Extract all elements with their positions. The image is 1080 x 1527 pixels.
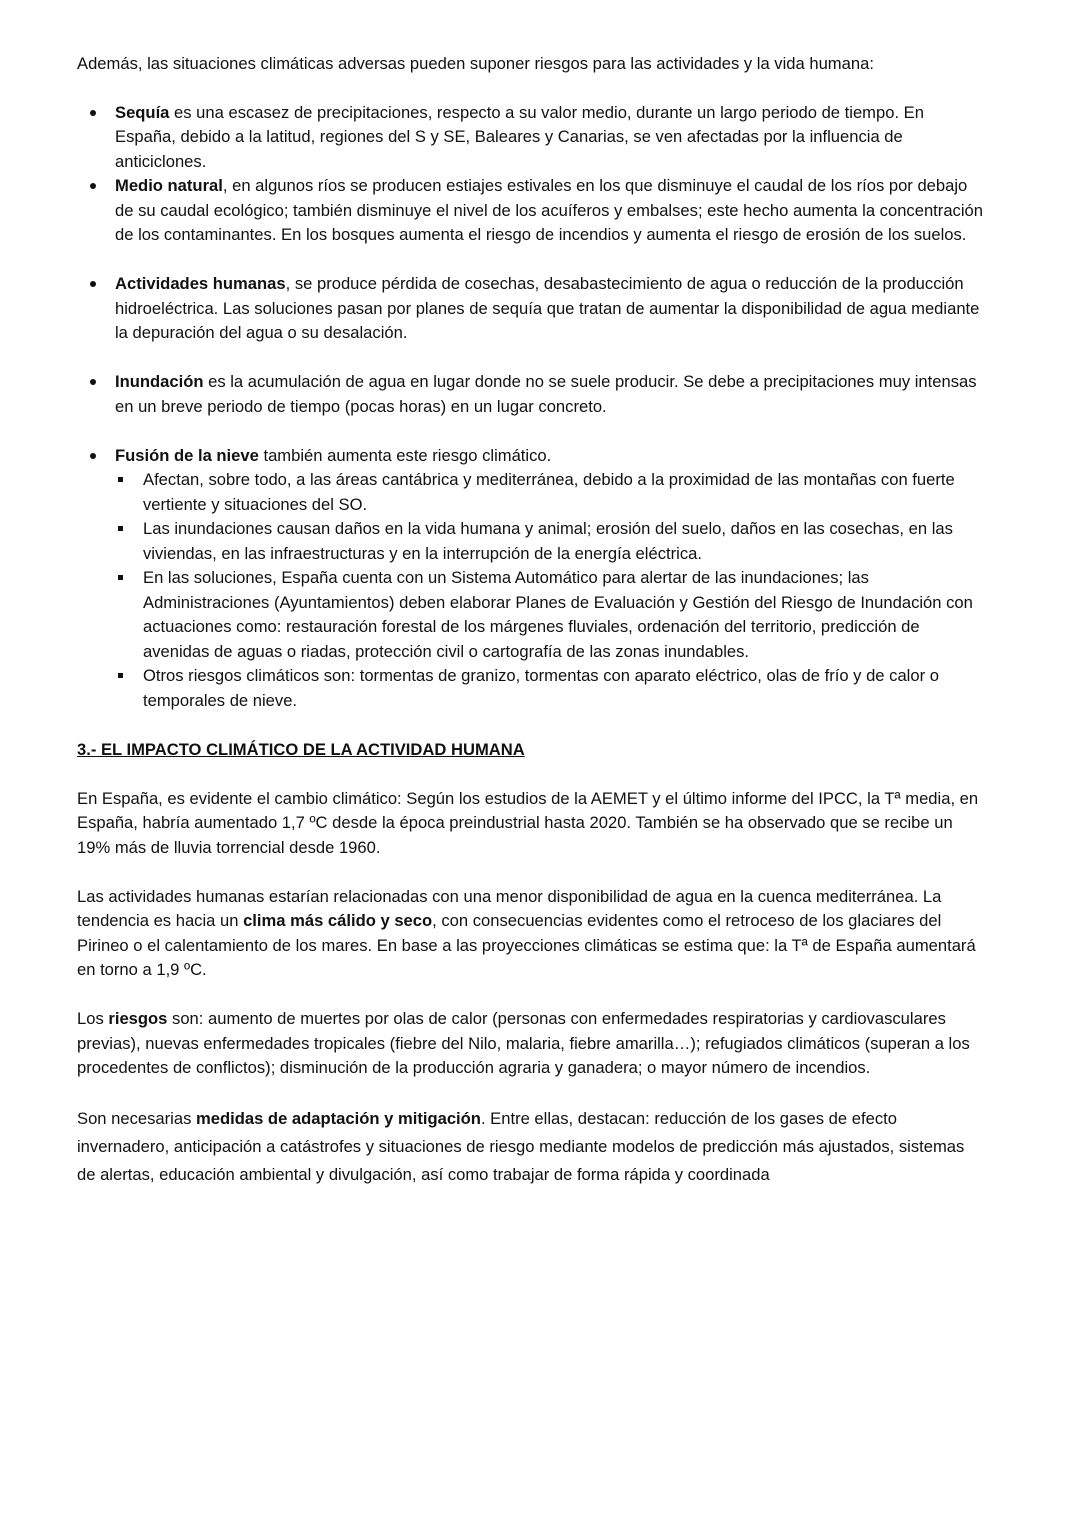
text-span: , con consecuencias evidentes como el retroceso de los glaciares del Pirineo o el calentamiento de los mares. En base a las proyecciones climáticas se estima que: la Tª de España aumentará en torno a 1,9 ºC.: [77, 911, 976, 979]
document-page: [77, 52, 987, 1213]
section-heading: 3.- EL IMPACTO CLIMÁTICO DE LA ACTIVIDAD HUMANA: [77, 739, 525, 759]
text-sequia: es una escasez de precipitaciones, respecto a su valor medio, durante un largo periodo de tiempo. En España, debido a la latitud, regiones del S y SE, Baleares y Canarias, se ven afectadas por la influencia de anticiclones.: [115, 102, 924, 171]
paragraph-riesgos: [77, 1007, 987, 1081]
term-actividades-humanas: Actividades humanas: [115, 274, 286, 293]
text-span: son: aumento de muertes por olas de calor (personas con enfermedades respiratorias y cardiovasculares previas), nuevas enfermedades tropicales (fiebre del Nilo, malaria, fiebre amarilla…); refugiados climáticos (superan a los procedentes de conflictos); disminución de la producción agraria y ganadera; o mayor número de incendios.: [77, 1009, 970, 1077]
sublist-item: Otros riesgos climáticos son: tormentas de granizo, tormentas con aparato eléctrico, olas de frío y de calor o temporales de nieve.: [77, 664, 987, 713]
text-inundacion: es la acumulación de agua en lugar donde no se suele producir. Se debe a precipitaciones muy intensas en un breve periodo de tiempo (pocas horas) en un lugar concreto.: [115, 372, 977, 416]
text-span: Las actividades humanas estarían relacionadas con una menor disponibilidad de agua en la cuenca mediterránea. La tendencia es hacia un: [77, 886, 942, 930]
sublist-item: Afectan, sobre todo, a las áreas cantábrica y mediterránea, debido a la proximidad de las montañas con fuerte vertiente y situaciones del SO.: [77, 468, 987, 517]
list-item-medio-natural: [77, 174, 987, 248]
text-fusion-nieve: también aumenta este riesgo climático.: [258, 445, 552, 465]
list-item-inundacion: [77, 370, 987, 419]
bold-span: medidas de adaptación y mitigación: [196, 1109, 481, 1128]
intro-paragraph: Además, las situaciones climáticas adversas pueden suponer riesgos para las actividades y la vida humana:: [77, 54, 874, 73]
term-inundacion: Inundación: [115, 372, 204, 391]
text-span: . Entre ellas, destacan: reducción de los gases de efecto invernadero, anticipación a catástrofes y situaciones de riesgo mediante modelos de predicción más ajustados, sistemas de alertas, educación ambiental y divulgación, así como trabajar de forma rápida y coordinada: [77, 1109, 965, 1184]
text-actividades-humanas: , se produce pérdida de cosechas, desabastecimiento de agua o reducción de la producción hidroeléctrica. Las soluciones pasan por planes de sequía que tratan de aumentar la disponibilidad de agua mediante la depuración del agua o su desalación.: [115, 274, 980, 342]
bold-span: riesgos: [108, 1009, 168, 1028]
bold-span: clima más cálido y seco: [243, 911, 433, 930]
sublist-item: En las soluciones, España cuenta con un Sistema Automático para alertar de las inundaciones; las Administraciones (Ayuntamientos) deben elaborar Planes de Evaluación y Gestión del Riesgo de Inundación con actuaciones como: restauración forestal de los márgenes fluviales, ordenación del territorio, predicción de avenidas de aguas o riadas, protección civil o cartografía de las zonas inundables.: [77, 566, 987, 664]
paragraph-cambio-climatico: En España, es evidente el cambio climático: Según los estudios de la AEMET y el último informe del IPCC, la Tª media, en España, habría aumentado 1,7 ºC desde la época preindustrial hasta 2020. También se ha observado que se recibe un 19% más de lluvia torrencial desde 1960.: [77, 788, 979, 857]
term-fusion-nieve: Fusión de la nieve: [115, 445, 259, 465]
paragraph-medidas: [77, 1105, 987, 1188]
paragraph-actividades: [77, 885, 987, 983]
text-medio-natural: , en algunos ríos se producen estiajes estivales en los que disminuye el caudal de los ríos por debajo de su caudal ecológico; también disminuye el nivel de los acuíferos y embalses; este hecho aumenta la concentración de los contaminantes. En los bosques aumenta el riesgo de incendios y aumenta el riesgo de erosión de los suelos.: [115, 176, 983, 244]
text-span: Son necesarias: [77, 1109, 196, 1128]
term-medio-natural: Medio natural: [115, 176, 223, 195]
term-sequia: Sequía: [115, 102, 170, 122]
sublist-item: Las inundaciones causan daños en la vida humana y animal; erosión del suelo, daños en las cosechas, en las viviendas, en las infraestructuras y en la interrupción de la energía eléctrica.: [77, 517, 987, 566]
text-span: Los: [77, 1009, 109, 1028]
flood-sublist: [115, 468, 987, 713]
list-item-sequia: [77, 101, 987, 175]
list-item-actividades-humanas: [77, 272, 987, 346]
risk-list: [77, 101, 987, 714]
list-item-fusion-nieve: [77, 444, 987, 714]
